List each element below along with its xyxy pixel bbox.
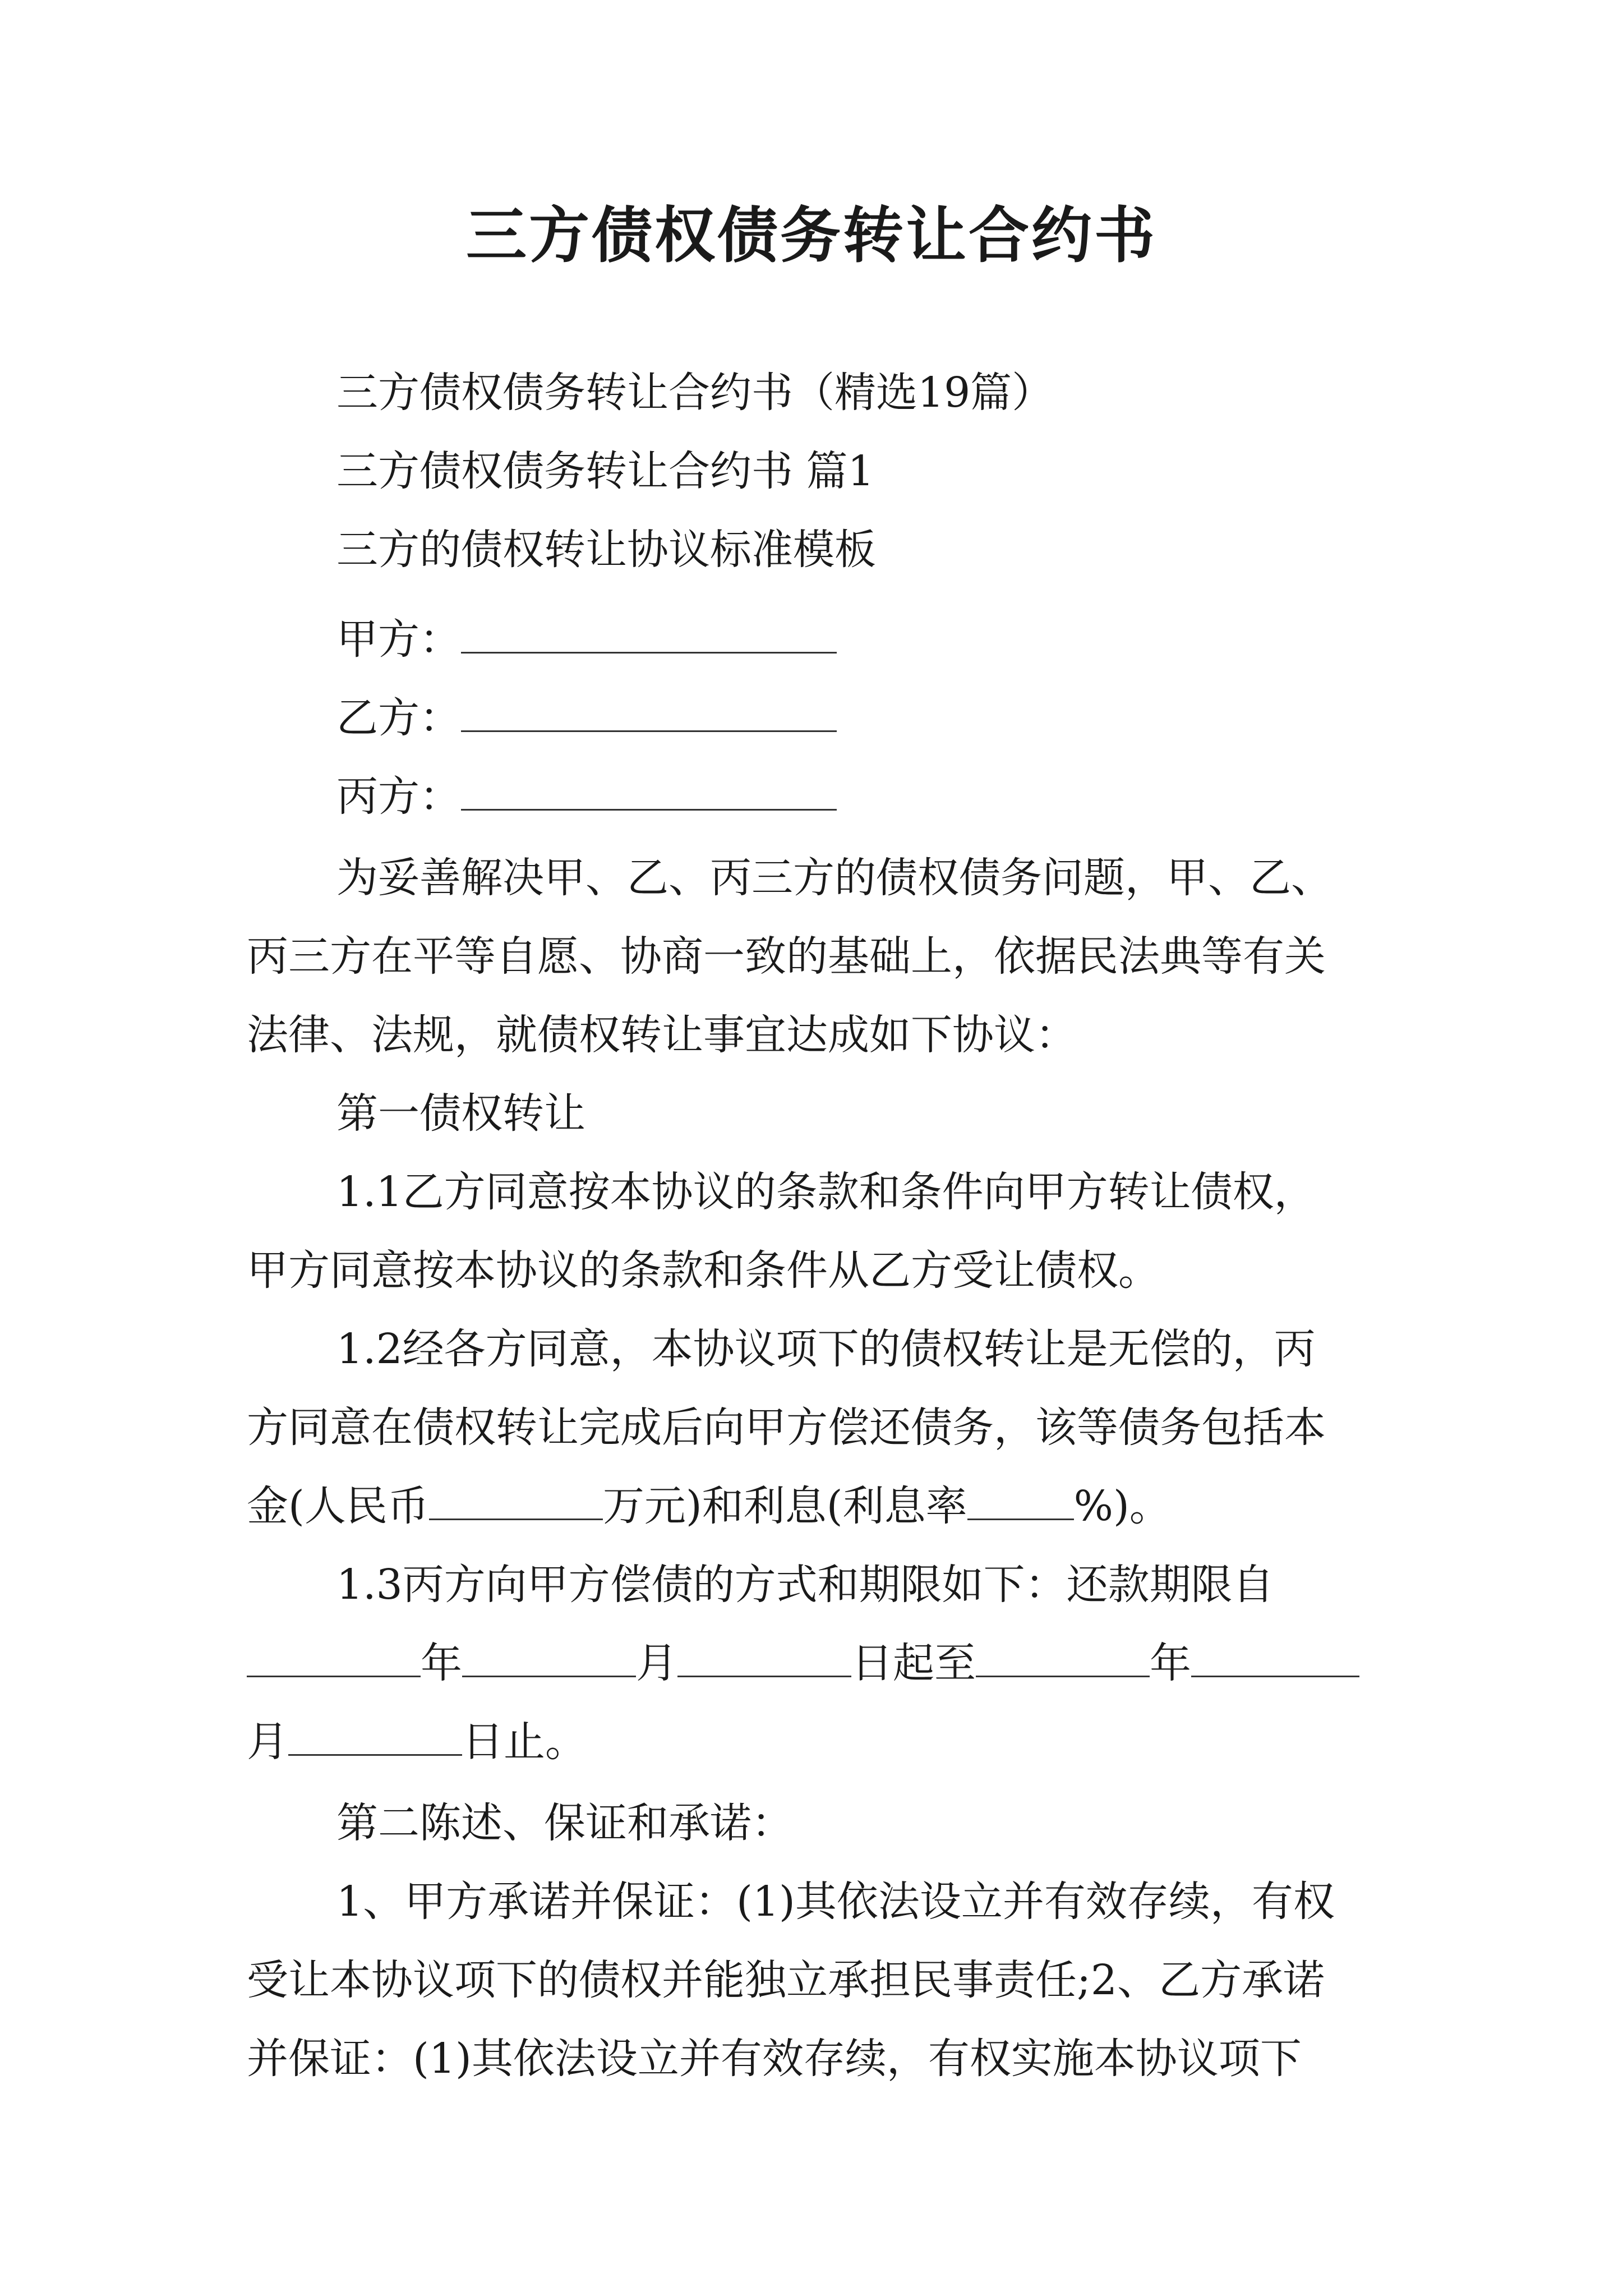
end-month-blank[interactable] bbox=[1191, 1636, 1359, 1677]
clause-1-2-line-2: 方同意在债权转让完成后向甲方偿还债务，该等债务包括本 bbox=[247, 1404, 1326, 1452]
principal-label: 金(人民币 bbox=[247, 1482, 429, 1530]
end-day-blank[interactable] bbox=[288, 1715, 462, 1756]
clause-1-3-line-1: 1.3丙方向甲方偿债的方式和期限如下：还款期限自 bbox=[336, 1561, 1274, 1609]
start-day-blank[interactable] bbox=[677, 1636, 851, 1677]
clause-1-2-line-3 bbox=[247, 1478, 1171, 1534]
start-month-blank[interactable] bbox=[462, 1636, 636, 1677]
day-from-label: 日起至 bbox=[851, 1639, 976, 1687]
subtitle-line: 三方债权债务转让合约书（精选19篇） bbox=[336, 369, 1054, 417]
party-b-blank[interactable] bbox=[461, 691, 837, 732]
party-b-label: 乙方： bbox=[336, 694, 461, 742]
start-year-blank[interactable] bbox=[247, 1636, 421, 1677]
preamble-line-1: 为妥善解决甲、乙、丙三方的债权债务问题，甲、乙、 bbox=[336, 854, 1332, 902]
template-heading: 三方的债权转让协议标准模板 bbox=[336, 526, 876, 574]
year-label: 年 bbox=[421, 1639, 462, 1687]
chapter-line: 三方债权债务转让合约书 篇1 bbox=[336, 447, 874, 495]
month-label: 月 bbox=[636, 1639, 677, 1687]
section2-line-3: 并保证：(1)其依法设立并有效存续，有权实施本协议项下 bbox=[247, 2035, 1302, 2083]
section2-heading: 第二陈述、保证和承诺： bbox=[336, 1799, 793, 1847]
party-a-row bbox=[336, 611, 837, 668]
party-c-blank[interactable] bbox=[461, 770, 837, 811]
section2-line-2: 受让本协议项下的债权并能独立承担民事责任;2、乙方承诺 bbox=[247, 1956, 1325, 2004]
clause-1-2-line-1: 1.2经各方同意，本协议项下的债权转让是无偿的，丙 bbox=[336, 1325, 1316, 1373]
party-c-row bbox=[336, 769, 837, 825]
percent-suffix: %)。 bbox=[1073, 1482, 1171, 1530]
interest-rate-blank[interactable] bbox=[967, 1479, 1074, 1520]
preamble-line-2: 丙三方在平等自愿、协商一致的基础上，依据民法典等有关 bbox=[247, 932, 1326, 981]
preamble-line-3: 法律、法规，就债权转让事宜达成如下协议： bbox=[247, 1011, 1077, 1059]
interest-label: 万元)和利息(利息率 bbox=[602, 1482, 967, 1530]
document-title: 三方债权债务转让合约书 bbox=[465, 200, 1157, 271]
clause-1-1-line-1: 1.1乙方同意按本协议的条款和条件向甲方转让债权， bbox=[336, 1168, 1316, 1216]
end-year-blank[interactable] bbox=[976, 1636, 1150, 1677]
clause-1-1-line-2: 甲方同意按本协议的条款和条件从乙方受让债权。 bbox=[247, 1246, 1160, 1295]
section2-line-1: 1、甲方承诺并保证：(1)其依法设立并有效存续，有权 bbox=[336, 1878, 1335, 1926]
clause-1-3-line-2 bbox=[247, 1635, 1359, 1691]
party-a-label: 甲方： bbox=[336, 615, 461, 664]
month-label-2: 月 bbox=[247, 1718, 288, 1766]
day-to-label: 日止。 bbox=[462, 1718, 587, 1766]
party-a-blank[interactable] bbox=[461, 613, 837, 654]
section1-heading: 第一债权转让 bbox=[336, 1089, 585, 1138]
party-b-row bbox=[336, 690, 837, 746]
year-label-2: 年 bbox=[1150, 1639, 1191, 1687]
principal-amount-blank[interactable] bbox=[429, 1479, 603, 1520]
party-c-label: 丙方： bbox=[336, 772, 461, 821]
clause-1-3-line-3 bbox=[247, 1714, 587, 1770]
